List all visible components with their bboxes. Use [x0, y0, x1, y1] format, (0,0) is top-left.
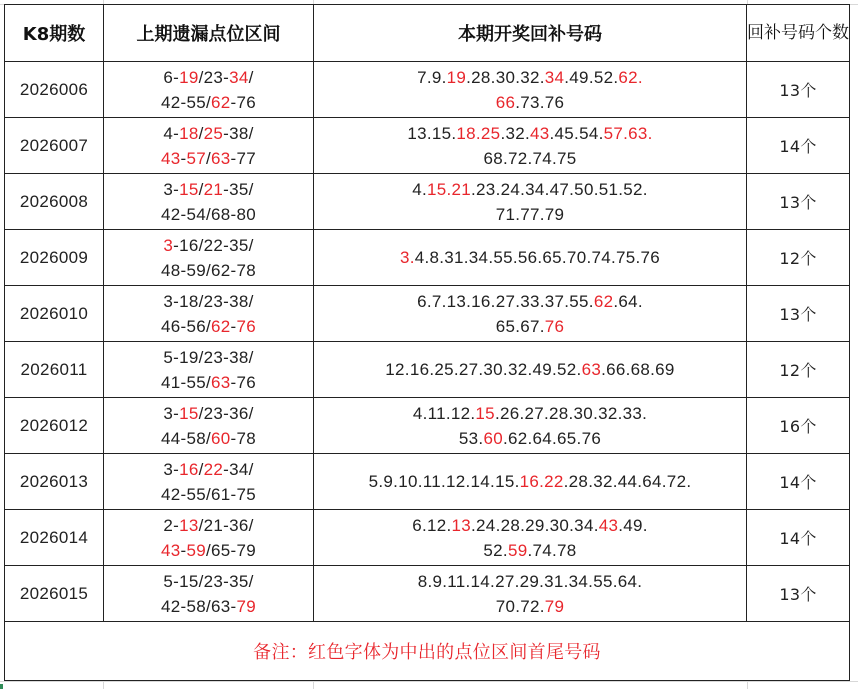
highlight-number: 76 [544, 316, 565, 336]
plain-number: - [180, 540, 187, 560]
count-cell[interactable]: 12个 [747, 342, 850, 398]
table-row [5, 398, 850, 454]
range-line [104, 121, 313, 146]
plain-number: / [198, 459, 204, 479]
highlight-number: 57 [186, 148, 206, 168]
numbers-line [314, 177, 746, 202]
numbers-line [314, 245, 746, 270]
plain-number: .24.28.29.30.34. [471, 515, 599, 535]
plain-number: / [205, 148, 212, 168]
plain-number: 68.72.74.75 [483, 148, 577, 168]
issue-cell[interactable]: 2026006 [5, 62, 104, 118]
plain-number: 4.11.12. [412, 403, 476, 423]
plain-number: 7.9. [417, 67, 447, 87]
plain-number: 8.9.11.14.27.29.31.34.55.64. [417, 571, 643, 591]
plain-number: / [198, 123, 204, 143]
issue-cell[interactable]: 2026010 [5, 286, 104, 342]
count-cell[interactable]: 13个 [747, 62, 850, 118]
highlight-number: 21 [203, 179, 224, 199]
range-line [104, 538, 313, 563]
numbers-cell[interactable] [314, 174, 747, 230]
plain-number: .66.68.69 [601, 360, 675, 379]
numbers-line [314, 289, 746, 314]
plain-number: 5-15/23-35/ [163, 571, 254, 591]
count-cell[interactable]: 13个 [747, 566, 850, 622]
table-row [5, 174, 850, 230]
count-cell[interactable]: 13个 [747, 174, 850, 230]
plain-number: 2- [163, 515, 180, 535]
plain-number: -76 [230, 372, 256, 392]
plain-number: -38/ [223, 123, 254, 143]
numbers-line [314, 121, 746, 146]
count-cell[interactable]: 12个 [747, 230, 850, 286]
highlight-number: 15 [179, 403, 199, 423]
numbers-line [314, 314, 746, 339]
range-line [104, 258, 313, 283]
highlight-number: 62 [211, 316, 231, 336]
table-row [5, 566, 850, 622]
plain-number: / [248, 67, 254, 87]
plain-number: .28.32.44.64.72. [563, 472, 692, 491]
numbers-line [314, 65, 746, 90]
plain-number: 42-58/63- [161, 596, 237, 616]
plain-number: 4. [412, 179, 427, 199]
highlight-number: 43 [160, 540, 181, 560]
numbers-line [314, 401, 746, 426]
plain-number: .74.78 [527, 540, 577, 560]
plain-number: .64. [613, 291, 643, 311]
highlight-number: 79 [236, 596, 256, 616]
numbers-cell[interactable] [314, 342, 747, 398]
range-cell[interactable] [104, 398, 314, 454]
highlight-number: 15 [179, 179, 199, 199]
plain-number: 48-59/62-78 [161, 260, 256, 280]
plain-number: .23.24.34.47.50.51.52. [471, 179, 648, 199]
highlight-number: 76 [236, 316, 256, 336]
count-cell[interactable]: 13个 [747, 286, 850, 342]
plain-number: 53. [458, 428, 484, 448]
plain-number: .73.76 [515, 92, 565, 112]
range-line [104, 594, 313, 619]
plain-number: .49.52. [564, 67, 619, 87]
header-issue[interactable]: K8期数 [5, 5, 104, 62]
highlight-number: 3. [399, 248, 415, 267]
numbers-line [314, 569, 746, 594]
numbers-line [314, 594, 746, 619]
table-row [5, 62, 850, 118]
plain-number: 4.8.31.34.55.56.65.70.74.75.76 [414, 248, 661, 267]
range-cell[interactable] [104, 566, 314, 622]
plain-number: /23- [198, 67, 230, 87]
numbers-cell[interactable] [314, 286, 747, 342]
range-line [104, 513, 313, 538]
plain-number: 42-55/ [160, 92, 211, 112]
note-row [5, 622, 850, 681]
range-cell[interactable] [104, 118, 314, 174]
plain-number: 46-56/ [160, 316, 211, 336]
highlight-number: 62. [618, 67, 643, 87]
range-line [104, 370, 313, 395]
numbers-cell[interactable] [314, 510, 747, 566]
range-cell[interactable] [104, 342, 314, 398]
plain-number: 6.12. [412, 515, 452, 535]
plain-number: .28.30.32. [466, 67, 545, 87]
count-cell[interactable]: 14个 [747, 454, 850, 510]
plain-number: / [198, 179, 204, 199]
plain-number: 5.9.10.11.12.14.15. [368, 472, 520, 491]
highlight-number: 63 [581, 360, 602, 379]
plain-number: -77 [230, 148, 257, 168]
highlight-number: 60 [483, 428, 503, 448]
highlight-number: 19 [179, 67, 199, 87]
issue-cell[interactable]: 2026012 [5, 398, 104, 454]
range-line [104, 202, 313, 227]
highlight-number: 43 [160, 148, 181, 168]
range-line [104, 90, 313, 115]
plain-number: -76 [230, 92, 256, 112]
numbers-line [314, 146, 746, 171]
highlight-number: 66 [495, 92, 516, 112]
highlight-number: 15.21 [426, 179, 472, 199]
header-count[interactable]: 回补号码个数 [747, 5, 850, 62]
highlight-number: 43 [598, 515, 619, 535]
range-line [104, 482, 313, 507]
highlight-number: 34 [544, 67, 565, 87]
highlight-number: 34 [229, 67, 249, 87]
highlight-number: 43 [530, 123, 550, 143]
numbers-line [314, 513, 746, 538]
plain-number: 44-58/ [160, 428, 211, 448]
note-text[interactable]: 备注：红色字体为中出的点位区间首尾号码 [5, 622, 850, 681]
plain-number: 3- [163, 179, 180, 199]
count-cell[interactable]: 14个 [747, 118, 850, 174]
highlight-number: 16 [179, 459, 199, 479]
count-cell[interactable]: 16个 [747, 398, 850, 454]
plain-number: 42-55/61-75 [161, 484, 256, 504]
plain-number: 4- [163, 123, 180, 143]
range-line [104, 457, 313, 482]
range-line [104, 345, 313, 370]
range-line [104, 233, 313, 258]
highlight-number: 18.25 [456, 123, 501, 143]
range-cell[interactable] [104, 62, 314, 118]
count-cell[interactable]: 14个 [747, 510, 850, 566]
highlight-number: 62 [211, 92, 231, 112]
issue-cell[interactable]: 2026007 [5, 118, 104, 174]
lottery-table [4, 4, 850, 681]
plain-number: 6- [163, 67, 180, 87]
numbers-cell[interactable] [314, 230, 747, 286]
range-cell[interactable] [104, 230, 314, 286]
highlight-number: 13 [179, 515, 199, 535]
highlight-number: 19 [446, 67, 467, 87]
numbers-cell[interactable] [314, 566, 747, 622]
highlight-number: 63 [211, 372, 231, 392]
range-cell[interactable] [104, 510, 314, 566]
sheet-tab-marker [0, 684, 3, 689]
highlight-number: 13 [451, 515, 472, 535]
numbers-line [314, 426, 746, 451]
plain-number: 13.15. [407, 123, 457, 143]
numbers-cell[interactable] [314, 454, 747, 510]
plain-number: 41-55/ [160, 372, 211, 392]
header-range[interactable]: 上期遗漏点位区间 [104, 5, 314, 62]
range-line [104, 177, 313, 202]
highlight-number: 18 [179, 123, 199, 143]
range-line [104, 146, 313, 171]
plain-number: 65.67. [495, 316, 545, 336]
issue-cell[interactable]: 2026013 [5, 454, 104, 510]
table-row [5, 118, 850, 174]
plain-number: - [180, 148, 187, 168]
plain-number: -78 [230, 428, 256, 448]
plain-number: .45.54. [549, 123, 604, 143]
plain-number: 3-18/23-38/ [163, 291, 254, 311]
plain-number: 3- [163, 403, 180, 423]
table-row [5, 342, 850, 398]
plain-number: 5-19/23-38/ [163, 347, 254, 367]
plain-number: /65-79 [205, 540, 256, 560]
table-row [5, 230, 850, 286]
highlight-number: 25 [203, 123, 224, 143]
issue-cell[interactable]: 2026008 [5, 174, 104, 230]
plain-number: - [230, 316, 237, 336]
plain-number: 52. [483, 540, 508, 560]
range-line [104, 289, 313, 314]
table-row [5, 510, 850, 566]
highlight-number: 79 [544, 596, 565, 616]
highlight-number: 59 [186, 540, 206, 560]
numbers-line [314, 357, 746, 382]
plain-number: 3- [163, 459, 180, 479]
range-cell[interactable] [104, 286, 314, 342]
numbers-cell[interactable] [314, 62, 747, 118]
range-line [104, 401, 313, 426]
highlight-number: 59 [507, 540, 528, 560]
numbers-line [314, 538, 746, 563]
plain-number: 42-54/68-80 [161, 204, 256, 224]
plain-number: 12.16.25.27.30.32.49.52. [385, 360, 582, 379]
numbers-line [314, 90, 746, 115]
plain-number: .26.27.28.30.32.33. [494, 403, 648, 423]
range-line [104, 65, 313, 90]
numbers-line [314, 469, 746, 494]
plain-number: .62.64.65.76 [502, 428, 602, 448]
highlight-number: 15 [475, 403, 495, 423]
plain-number: 71.77.79 [495, 204, 565, 224]
highlight-number: 3 [163, 235, 174, 255]
highlight-number: 16.22 [519, 472, 564, 491]
plain-number: -34/ [223, 459, 254, 479]
plain-number: 70.72. [495, 596, 545, 616]
header-row [5, 5, 850, 62]
plain-number: -16/22-35/ [173, 235, 254, 255]
issue-cell[interactable]: 2026015 [5, 566, 104, 622]
table-body [5, 62, 850, 622]
header-numbers[interactable]: 本期开奖回补号码 [314, 5, 747, 62]
table-row [5, 286, 850, 342]
range-cell[interactable] [104, 174, 314, 230]
plain-number: .32. [500, 123, 530, 143]
range-line [104, 314, 313, 339]
table-row [5, 454, 850, 510]
plain-number: /21-36/ [198, 515, 254, 535]
highlight-number: 62 [593, 291, 614, 311]
range-line [104, 569, 313, 594]
highlight-number: 63 [211, 148, 231, 168]
numbers-cell[interactable] [314, 118, 747, 174]
range-cell[interactable] [104, 454, 314, 510]
numbers-line [314, 202, 746, 227]
plain-number: 6.7.13.16.27.33.37.55. [417, 291, 594, 311]
numbers-cell[interactable] [314, 398, 747, 454]
issue-cell[interactable]: 2026009 [5, 230, 104, 286]
highlight-number: 57.63. [603, 123, 653, 143]
issue-cell[interactable]: 2026014 [5, 510, 104, 566]
plain-number: -35/ [223, 179, 254, 199]
plain-number: /23-36/ [198, 403, 254, 423]
highlight-number: 22 [203, 459, 224, 479]
plain-number: .49. [618, 515, 648, 535]
highlight-number: 60 [211, 428, 231, 448]
range-line [104, 426, 313, 451]
issue-cell[interactable]: 2026011 [5, 342, 104, 398]
